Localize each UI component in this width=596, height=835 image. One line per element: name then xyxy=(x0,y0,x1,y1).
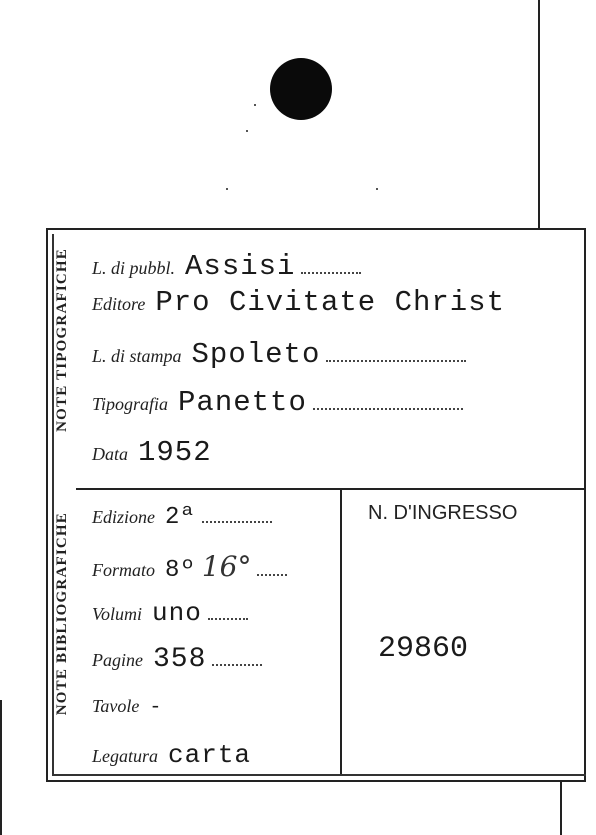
page-edge-line xyxy=(538,0,540,230)
field-luogo-stampa xyxy=(92,338,466,371)
field-tavole xyxy=(92,696,162,719)
field-luogo-pubblicazione xyxy=(92,250,361,283)
field-volumi xyxy=(92,598,248,628)
field-legatura xyxy=(92,740,251,770)
field-label: Formato xyxy=(92,560,155,580)
section-label-bibliografiche: NOTE BIBLIOGRAFICHE xyxy=(54,512,70,716)
handwritten-format: 16° xyxy=(201,550,252,583)
page-edge-line xyxy=(0,700,2,835)
field-label: Data xyxy=(92,444,128,464)
field-value: Pro Civitate Christ xyxy=(155,286,505,319)
field-label: L. di stampa xyxy=(92,346,182,366)
field-label: Tavole xyxy=(92,696,140,716)
field-value: uno xyxy=(152,598,202,628)
catalog-card xyxy=(46,228,586,782)
field-value: Assisi xyxy=(185,250,296,283)
field-value: 8º xyxy=(165,557,196,584)
field-value: 358 xyxy=(153,644,207,675)
field-tipografia xyxy=(92,386,463,419)
field-data xyxy=(92,436,212,469)
field-formato xyxy=(92,550,287,584)
field-value: carta xyxy=(168,740,252,770)
field-value: Panetto xyxy=(178,386,307,419)
punch-hole xyxy=(270,58,332,120)
field-label: Editore xyxy=(92,294,146,314)
field-label: Tipografia xyxy=(92,394,169,414)
page-edge-line xyxy=(560,780,562,835)
field-label: Pagine xyxy=(92,650,143,670)
field-label: Legatura xyxy=(92,746,159,766)
section-label-tipografiche: NOTE TIPOGRAFICHE xyxy=(54,248,70,432)
ingresso-label: N. D'INGRESSO xyxy=(368,502,518,524)
field-editore xyxy=(92,286,505,319)
field-label: Edizione xyxy=(92,507,155,527)
ingresso-number: 29860 xyxy=(378,632,469,666)
field-label: Volumi xyxy=(92,604,143,624)
column-divider xyxy=(340,490,342,774)
field-value: 2ª xyxy=(165,504,196,531)
field-value: Spoleto xyxy=(191,338,321,371)
field-label: L. di pubbl. xyxy=(92,258,176,278)
field-pagine xyxy=(92,644,262,675)
field-value: 1952 xyxy=(138,436,212,469)
field-value: - xyxy=(149,696,163,719)
field-edizione xyxy=(92,504,272,531)
section-divider xyxy=(76,488,584,490)
